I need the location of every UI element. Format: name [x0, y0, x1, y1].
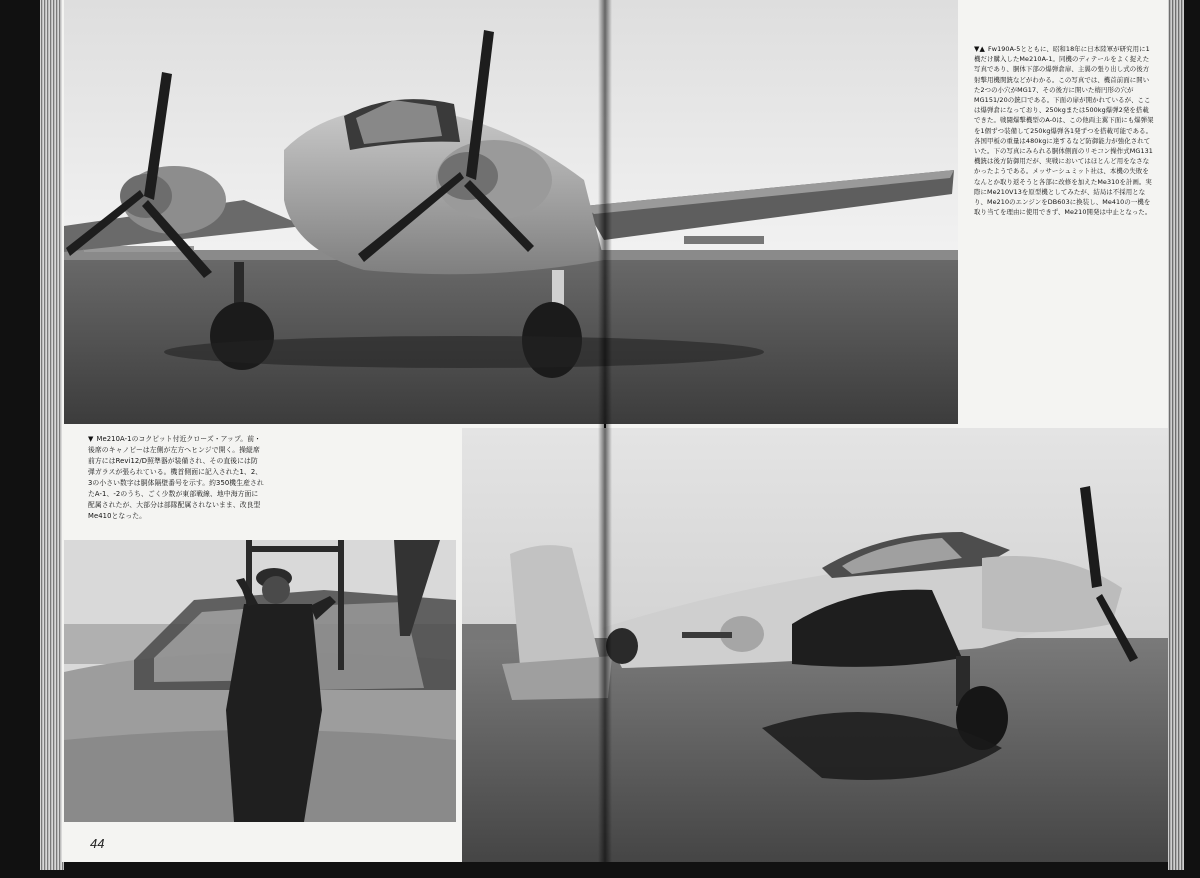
- cockpit-image: [64, 540, 456, 822]
- photo-me210-front: [64, 0, 958, 424]
- page-gutter: [598, 0, 612, 862]
- page-edge-right: [1168, 0, 1184, 870]
- page-number: 44: [90, 836, 105, 851]
- aircraft-front-image: [64, 0, 958, 424]
- caption-cockpit: [88, 434, 264, 522]
- page-edge-left: [40, 0, 64, 870]
- caption-marker: ▼▲: [974, 45, 985, 53]
- photo-me210-side: [462, 428, 1168, 862]
- caption-main-text: Fw190A-5とともに、昭和18年に日本陸軍が研究用に1機だけ購入したMe210A-1。同機のディテールをよく捉えた写真であり、胴体下部の爆弾倉扉、主翼の張り出し式の後方射撃用機関銃などがわかる。この写真では、機首前面に開いた2つの小穴がMG17、その後方に開いた楕円形の穴がMG151/20の銃口である。下面の扉が開かれているが、ここは爆弾倉になっており、250kgまたは500kg爆弾2発を搭載できた。戦闘爆撃機型のA-0は、この他両主翼下面にも爆弾架を1個ずつ装備して250kg爆弾各1発ずつを搭載可能である。各国甲板の重量は480kgに達するなど防御能力が強化されていた。下の写真にみられる胴体側面のリモコン操作式MG131機銃は後方防御用だが、実戦においてはほとんど用をなさなかったようである。メッサーシュミット社は、本機の失敗をなんとか取り返そうと各部に改修を加えたMe310を計画。実際にMe210V13を原型機としてみたが、結局は不採用となり、Me210のエンジンをDB603に換装し、Me410の一機を取り当てを理由に使用できず、Me210開発は中止となった。: [974, 45, 1154, 217]
- photo-cockpit-closeup: [64, 540, 456, 822]
- aircraft-side-image: [462, 428, 1168, 862]
- caption-cockpit-text: Me210A-1のコクピット付近クローズ・アップ。前・後席のキャノピーは左側が左方へヒンジで開く。操縦席前方にはRevi12/D照準器が装備され、その直後には防弾ガラスが張られている。機首側面に記入された1、2、3の小さい数字は胴体隔壁番号を示す。約350機生産されたA-1、-2のうち、ごく少数が東部戦線、地中海方面に配属されたが、大部分は部隊配属されないまま、改良型Me410となった。: [88, 435, 264, 520]
- caption-marker: ▼: [88, 435, 94, 443]
- caption-main: [974, 44, 1154, 217]
